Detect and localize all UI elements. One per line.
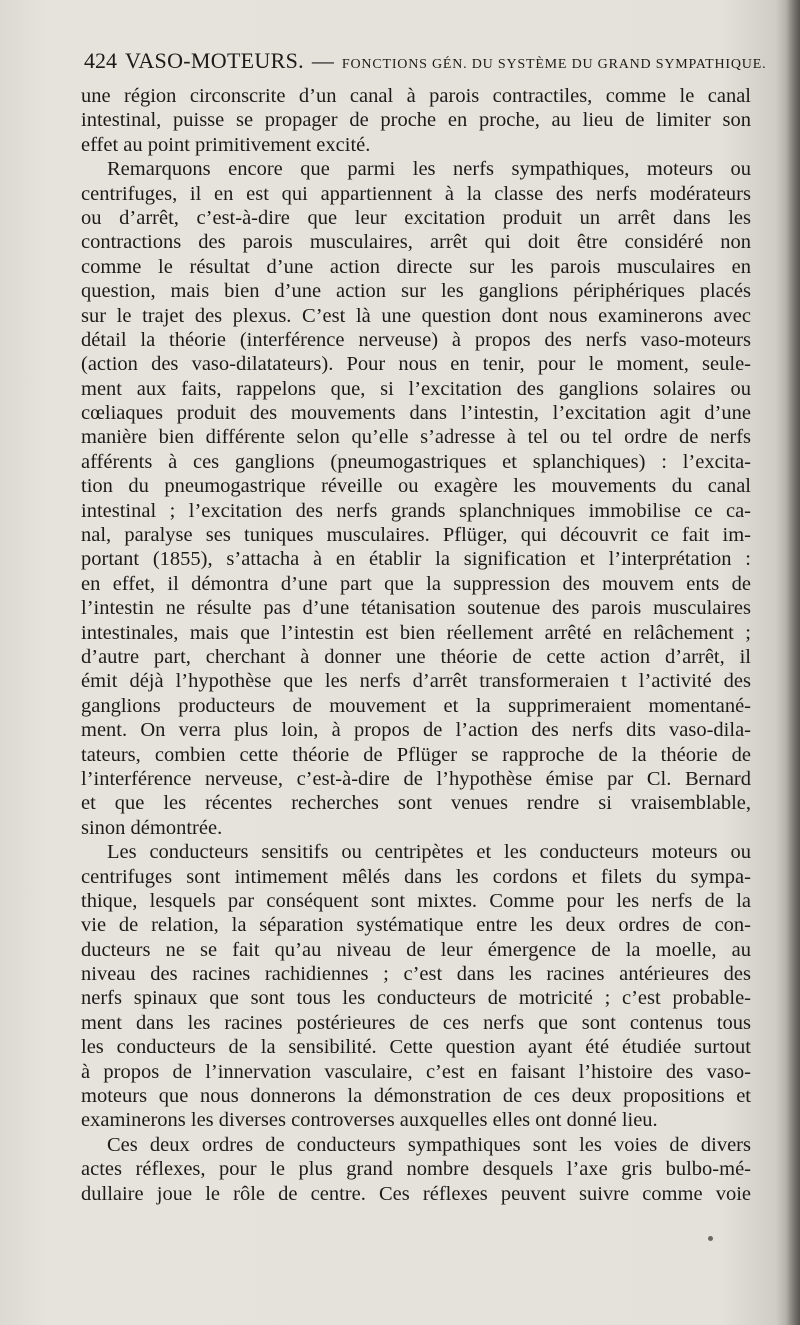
text-line: et que les récentes recherches sont venues rendre si vraisemblable, xyxy=(81,792,751,815)
text-line: effet au point primitivement excité. xyxy=(81,133,371,156)
text-line: tateurs, combien cette théorie de Pflüger se rapproche de la théorie de xyxy=(81,743,751,766)
text-line: ganglions producteurs de mouvement et la supprimeraient momentané- xyxy=(81,694,751,717)
text-line: dullaire joue le rôle de centre. Ces réflexes peuvent suivre comme voie xyxy=(81,1182,751,1205)
text-line: ment dans les racines postérieures de ces nerfs que sont contenus tous xyxy=(81,1011,751,1034)
ink-speck xyxy=(708,1236,713,1241)
text-line: Remarquons encore que parmi les nerfs sympathiques, moteurs ou xyxy=(107,158,751,181)
text-line: niveau des racines rachidiennes ; c’est dans les racines antérieures des xyxy=(81,963,751,986)
text-line: en effet, il démontra d’une part que la suppression des mouvem ents de xyxy=(81,572,751,595)
running-title: VASO-MOTEURS. xyxy=(125,48,304,73)
text-line: à propos de l’innervation vasculaire, c’est en faisant l’histoire des vaso- xyxy=(81,1060,751,1083)
text-line: d’autre part, cherchant à donner une théorie de cette action d’arrêt, il xyxy=(81,645,751,668)
text-line: examinerons les diverses controverses auxquelles elles ont donné lieu. xyxy=(81,1109,658,1132)
text-line: l’intestin ne résulte pas d’une tétanisation soutenue des parois musculaires xyxy=(81,597,751,620)
text-line: contractions des parois musculaires, arrêt qui doit être considéré non xyxy=(81,231,751,254)
text-line: nal, paralyse ses tuniques musculaires. Pflüger, qui découvrit ce fait im- xyxy=(81,524,751,547)
text-line: moteurs que nous donnerons la démonstration de ces deux propositions et xyxy=(81,1085,751,1108)
text-line: ducteurs ne se fait qu’au niveau de leur émergence de la moelle, au xyxy=(81,938,751,961)
text-line: vie de relation, la séparation systématique entre les deux ordres de con- xyxy=(81,914,751,937)
text-line: une région circonscrite d’un canal à parois contractiles, comme le canal xyxy=(81,85,751,107)
text-line: les conducteurs de la sensibilité. Cette question ayant été étudiée surtout xyxy=(81,1036,751,1059)
header-separator: — xyxy=(311,48,334,73)
running-subtitle: FONCTIONS GÉN. DU SYSTÈME DU GRAND SYMPATHIQUE. xyxy=(341,57,767,72)
text-line: ou d’arrêt, c’est-à-dire que leur excitation produit un arrêt dans les xyxy=(81,206,751,229)
text-line: ment. On verra plus loin, à propos de l’action des nerfs dits vaso-dila- xyxy=(81,719,751,742)
text-line: sinon démontrée. xyxy=(81,816,223,839)
text-line: sur le trajet des plexus. C’est là une question dont nous examinerons avec xyxy=(81,304,751,327)
text-line: portant (1855), s’attacha à en établir la signification et l’interprétation : xyxy=(81,548,751,571)
text-line: nerfs spinaux que sont tous les conducteurs de motricité ; c’est probable- xyxy=(81,987,751,1010)
text-line: (action des vaso-dilatateurs). Pour nous en tenir, pour le moment, seule- xyxy=(81,353,751,376)
text-line: tion du pneumogastrique réveille ou exagère les mouvements du canal xyxy=(81,475,751,498)
text-line: centrifuges sont intimement mêlés dans les cordons et filets du sympa- xyxy=(81,865,751,888)
text-line: manière bien différente selon qu’elle s’adresse à tel ou tel ordre de nerfs xyxy=(81,426,751,449)
text-line: question, mais bien d’une action sur les ganglions périphériques placés xyxy=(81,280,751,303)
text-line: comme le résultat d’une action directe sur les parois musculaires en xyxy=(81,255,751,278)
text-line: ment aux faits, rappelons que, si l’excitation des ganglions solaires ou xyxy=(81,377,751,400)
text-line: intestinal ; l’excitation des nerfs grands splanchniques immobilise ce ca- xyxy=(81,499,751,522)
text-line: Ces deux ordres de conducteurs sympathiques sont les voies de divers xyxy=(107,1133,751,1156)
text-line: afférents à ces ganglions (pneumogastriques et splanchiques) : l’excita- xyxy=(81,450,751,473)
body-text xyxy=(81,84,751,1206)
page-number: 424 xyxy=(84,48,117,73)
text-line: thique, lesquels par conséquent sont mixtes. Comme pour les nerfs de la xyxy=(81,889,751,912)
running-header xyxy=(84,48,767,74)
text-line: cœliaques produit des mouvements dans l’intestin, l’excitation agit d’une xyxy=(81,402,751,425)
binding-shadow xyxy=(786,0,800,1325)
text-line: actes réflexes, pour le plus grand nombre desquels l’axe gris bulbo-mé- xyxy=(81,1158,751,1181)
text-line: détail la théorie (interférence nerveuse) à propos des nerfs vaso-moteurs xyxy=(81,328,751,351)
text-line: l’interférence nerveuse, c’est-à-dire de l’hypothèse émise par Cl. Bernard xyxy=(81,767,751,790)
text-line: centrifuges, il en est qui appartiennent à la classe des nerfs modérateurs xyxy=(81,182,751,205)
text-line: émit déjà l’hypothèse que les nerfs d’arrêt transformeraien t l’activité des xyxy=(81,670,751,693)
text-line: intestinal, puisse se propager de proche en proche, au lieu de limiter son xyxy=(81,109,751,132)
text-line: Les conducteurs sensitifs ou centripètes et les conducteurs moteurs ou xyxy=(107,841,751,864)
text-line: intestinales, mais que l’intestin est bien réellement arrêté en relâchement ; xyxy=(81,621,751,644)
